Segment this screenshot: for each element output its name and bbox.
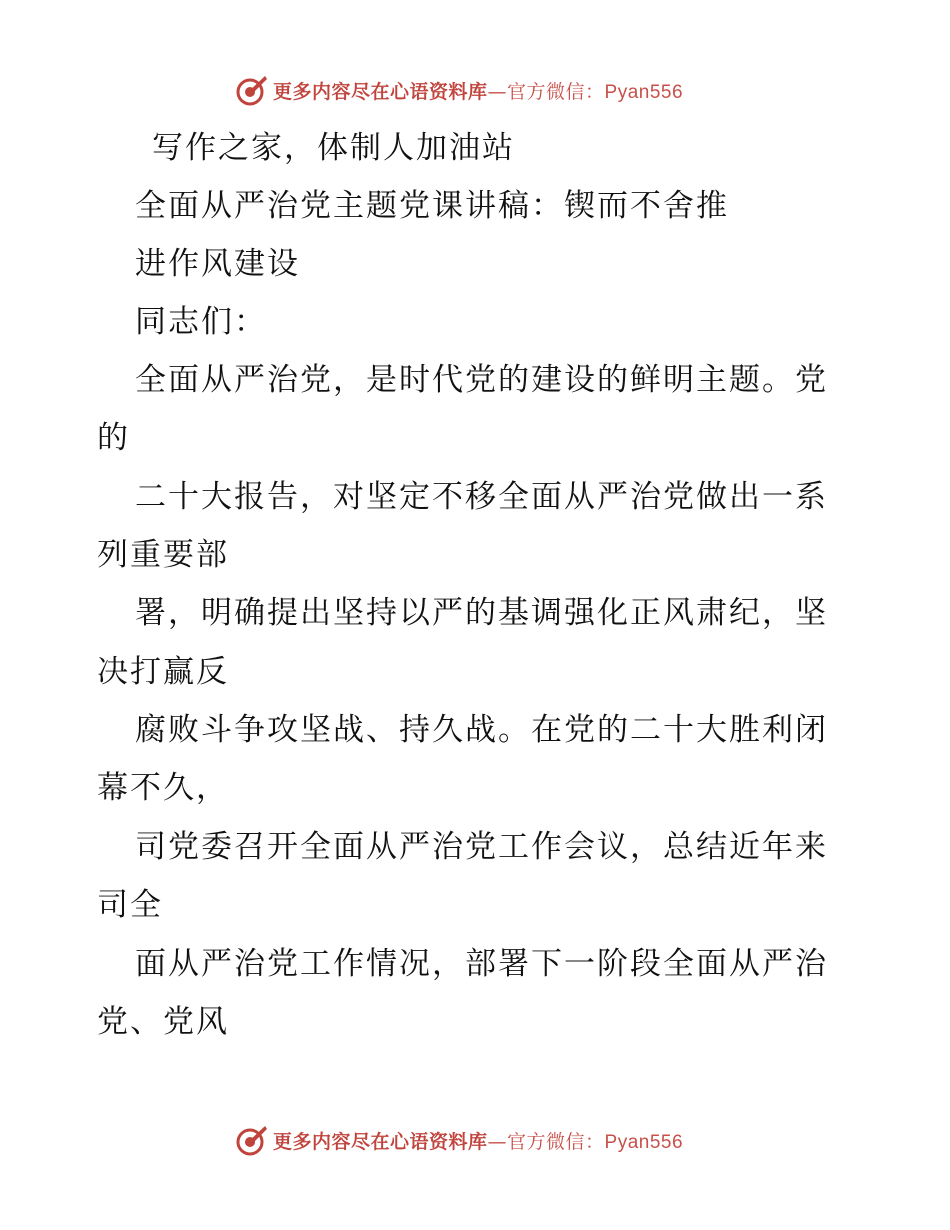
body-line: 司党委召开全面从严治党工作会议，总结近年来 (135, 829, 828, 865)
doc-title-line: 全面从严治党主题党课讲稿：锲而不舍推 (135, 188, 729, 224)
body-line: 党、党风 (97, 1004, 229, 1040)
body-line: 幕不久， (97, 770, 229, 806)
body-line: 面从严治党工作情况，部署下一阶段全面从严治 (135, 946, 828, 982)
quill-seal-logo-icon (235, 1123, 269, 1157)
watermark-text: 更多内容尽在心语资料库—官方微信：Pyan556 (273, 1130, 684, 1153)
body-line: 司全 (97, 887, 163, 923)
footer-watermark (0, 1120, 950, 1160)
body-line: 二十大报告，对坚定不移全面从严治党做出一系 (135, 479, 828, 515)
body-line: 署，明确提出坚持以严的基调强化正风肃纪，坚 (135, 595, 828, 631)
body-line: 的 (97, 420, 130, 456)
doc-title-line: 进作风建设 (135, 246, 300, 282)
salutation: 同志们： (135, 304, 267, 340)
body-line: 腐败斗争攻坚战、持久战。在党的二十大胜利闭 (135, 712, 828, 748)
body-line: 决打赢反 (97, 654, 229, 690)
quill-seal-logo-icon (235, 73, 269, 107)
body-line: 全面从严治党，是时代党的建设的鲜明主题。党 (135, 362, 828, 398)
body-line: 列重要部 (97, 537, 229, 573)
header-watermark (0, 70, 950, 110)
doc-header-line: 写作之家，体制人加油站 (152, 130, 515, 166)
watermark-text: 更多内容尽在心语资料库—官方微信：Pyan556 (273, 80, 684, 103)
